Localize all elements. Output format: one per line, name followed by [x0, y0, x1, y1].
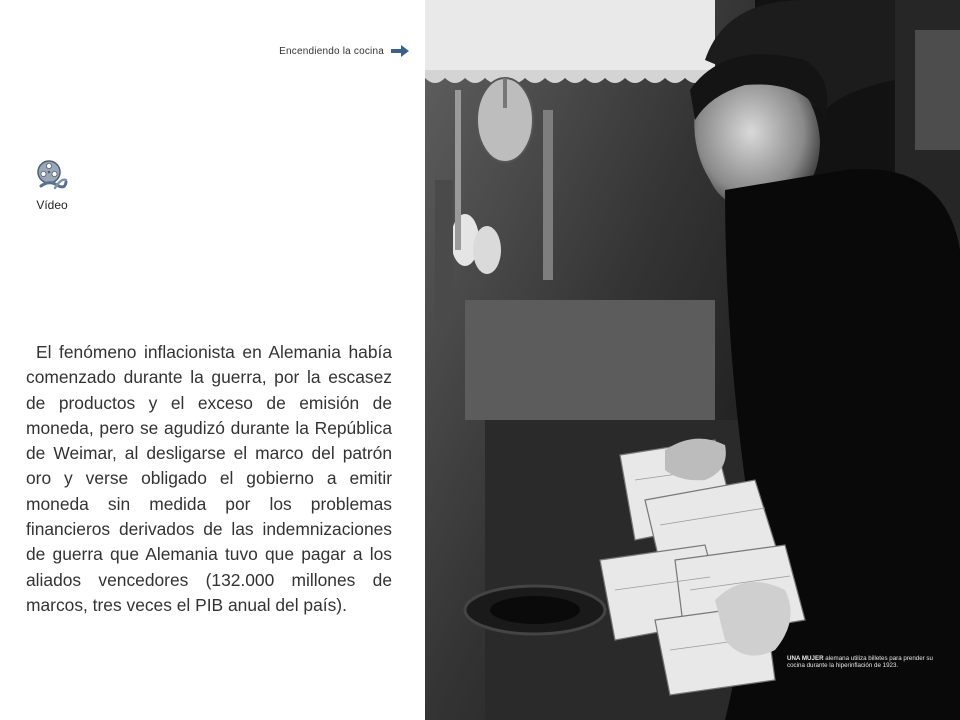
link-label[interactable]: Encendiendo la cocina	[279, 45, 384, 57]
caption-bold: UNA MUJER	[787, 655, 824, 662]
body-paragraph: El fenómeno inflacionista en Alemania había comenzado durante la guerra, por la escasez de productos y el exceso de emisión de moneda, pero se agudizó durante la República de Weimar, al desligarse el marco del patrón oro y verse obligado el gobierno a emitir moneda sin medida por los problemas financieros derivados de las indemnizaciones de guerra que Alemania tuvo que pagar a los aliados vencedores (132.000 millones de marcos, tres veces el PIB anual del país).	[26, 342, 392, 615]
caption-text: alemana utiliza billetes para prender su cocina durante la hiperinflación de 1923.	[787, 655, 933, 669]
arrow-right-icon[interactable]	[390, 44, 410, 58]
video-label[interactable]: Vídeo	[36, 198, 68, 212]
video-button[interactable]	[26, 158, 78, 212]
film-reel-icon[interactable]	[35, 158, 69, 192]
historical-photo	[425, 0, 960, 720]
photo-caption	[787, 655, 937, 669]
photo-illustration	[425, 0, 960, 720]
link-encendiendo[interactable]	[240, 44, 410, 58]
